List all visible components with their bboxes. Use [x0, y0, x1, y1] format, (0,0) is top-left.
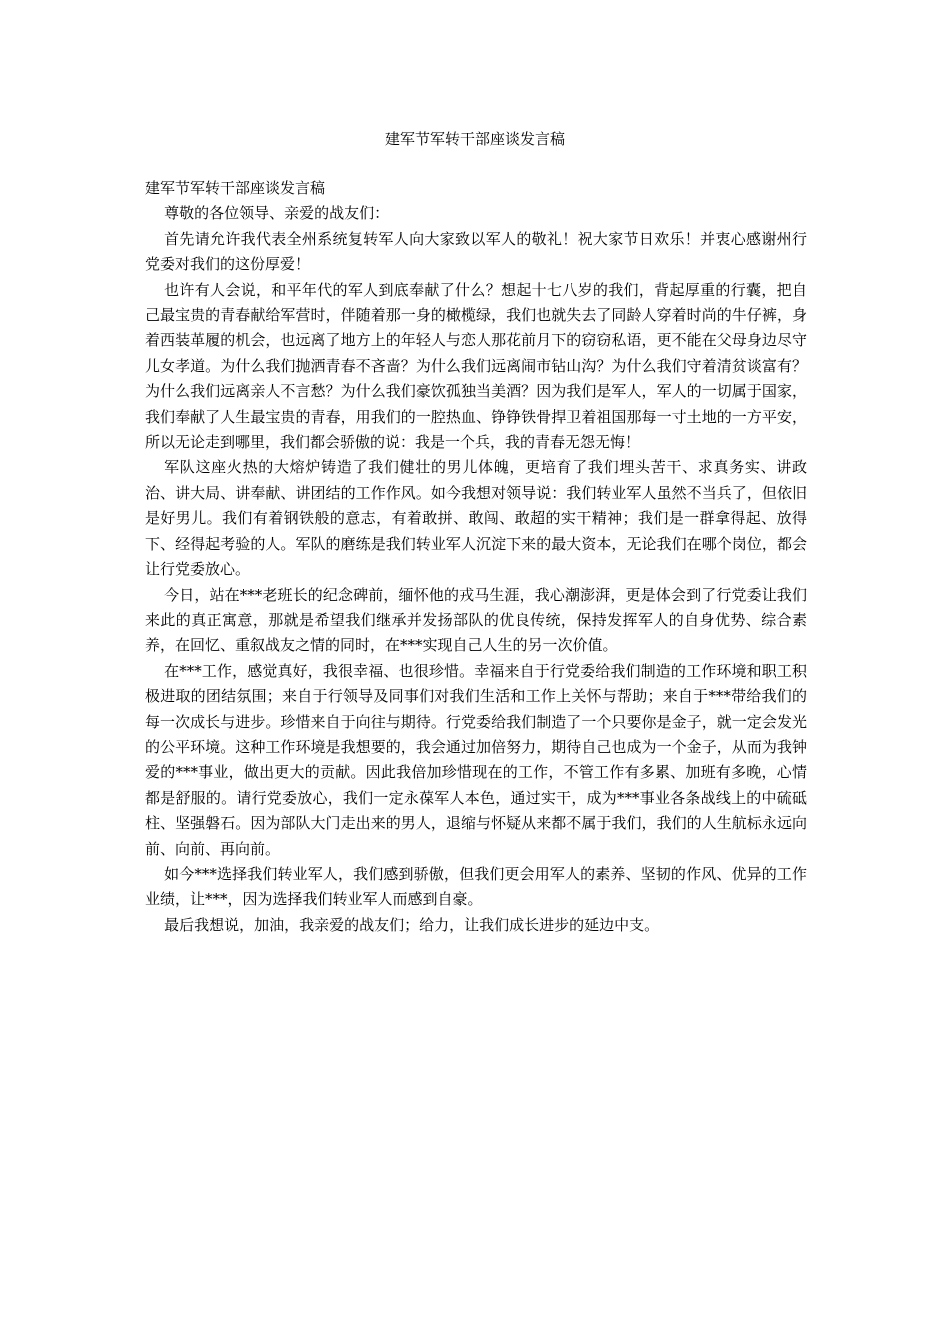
body-paragraph: 在***工作，感觉真好，我很幸福、也很珍惜。幸福来自于行党委给我们制造的工作环境和职工积极进取的团结氛围；来自于行领导及同事们对我们生活和工作上关怀与帮助；来自于***带给我们的每一次成长与进步。珍惜来自于向往与期待。行党委给我们制造了一个只要你是金子，就一定会发光的公平环境。这种工作环境是我想要的，我会通过加倍努力，期待自己也成为一个金子，从而为我钟爱的***事业，做出更大的贡献。因此我倍加珍惜现在的工作，不管工作有多累、加班有多晚，心情都是舒服的。请行党委放心，我们一定永葆军人本色，通过实干，成为***事业各条战线上的中硫砥柱、坚强磐石。因为部队大门走出来的男人，退缩与怀疑从来都不属于我们，我们的人生航标永远向前、向前、再向前。	[145, 661, 807, 858]
body-paragraph: 也许有人会说，和平年代的军人到底奉献了什么？想起十七八岁的我们，背起厚重的行囊，把自己最宝贵的青春献给军营时，伴随着那一身的橄榄绿，我们也就失去了同龄人穿着时尚的牛仔裤，身着西装革履的机会，也远离了地方上的年轻人与恋人那花前月下的窃窃私语，更不能在父母身边尽守儿女孝道。为什么我们抛洒青春不吝啬？为什么我们远离闹市钻山沟？为什么我们守着清贫谈富有？为什么我们远离亲人不言愁？为什么我们豪饮孤独当美酒？因为我们是军人，军人的一切属于国家，我们奉献了人生最宝贵的青春，用我们的一腔热血、铮铮铁骨捍卫着祖国那每一寸土地的一方平安，所以无论走到哪里，我们都会骄傲的说：我是一个兵，我的青春无怨无悔！	[145, 280, 807, 452]
body-paragraph: 今日，站在***老班长的纪念碑前，缅怀他的戎马生涯，我心潮澎湃，更是体会到了行党委让我们来此的真正寓意，那就是希望我们继承并发扬部队的优良传统，保持发挥军人的自身优势、综合素养，在回忆、重叙战友之情的同时，在***实现自己人生的另一次价值。	[145, 585, 807, 655]
body-paragraph: 如今***选择我们转业军人，我们感到骄傲，但我们更会用军人的素养、坚韧的作风、优异的工作业绩，让***，因为选择我们转业军人而感到自豪。	[145, 864, 807, 909]
closing-paragraph: 最后我想说，加油，我亲爱的战友们；给力，让我们成长进步的延边中支。	[164, 915, 660, 934]
document-title: 建军节军转干部座谈发言稿	[384, 130, 565, 148]
body-paragraph: 首先请允许我代表全州系统复转军人向大家致以军人的敬礼！祝大家节日欢乐！并衷心感谢州行党委对我们的这份厚爱！	[145, 229, 807, 274]
document-subtitle: 建军节军转干部座谈发言稿	[145, 179, 326, 197]
salutation-paragraph: 尊敬的各位领导、亲爱的战友们：	[164, 204, 390, 223]
body-paragraph: 军队这座火热的大熔炉铸造了我们健壮的男儿体魄，更培育了我们埋头苦干、求真务实、讲政治、讲大局、讲奉献、讲团结的工作作风。如今我想对领导说：我们转业军人虽然不当兵了，但依旧是好男儿。我们有着钢铁般的意志，有着敢拼、敢闯、敢超的实干精神；我们是一群拿得起、放得下、经得起考验的人。军队的磨练是我们转业军人沉淀下来的最大资本，无论我们在哪个岗位，都会让行党委放心。	[145, 458, 807, 579]
document-body	[145, 176, 807, 938]
